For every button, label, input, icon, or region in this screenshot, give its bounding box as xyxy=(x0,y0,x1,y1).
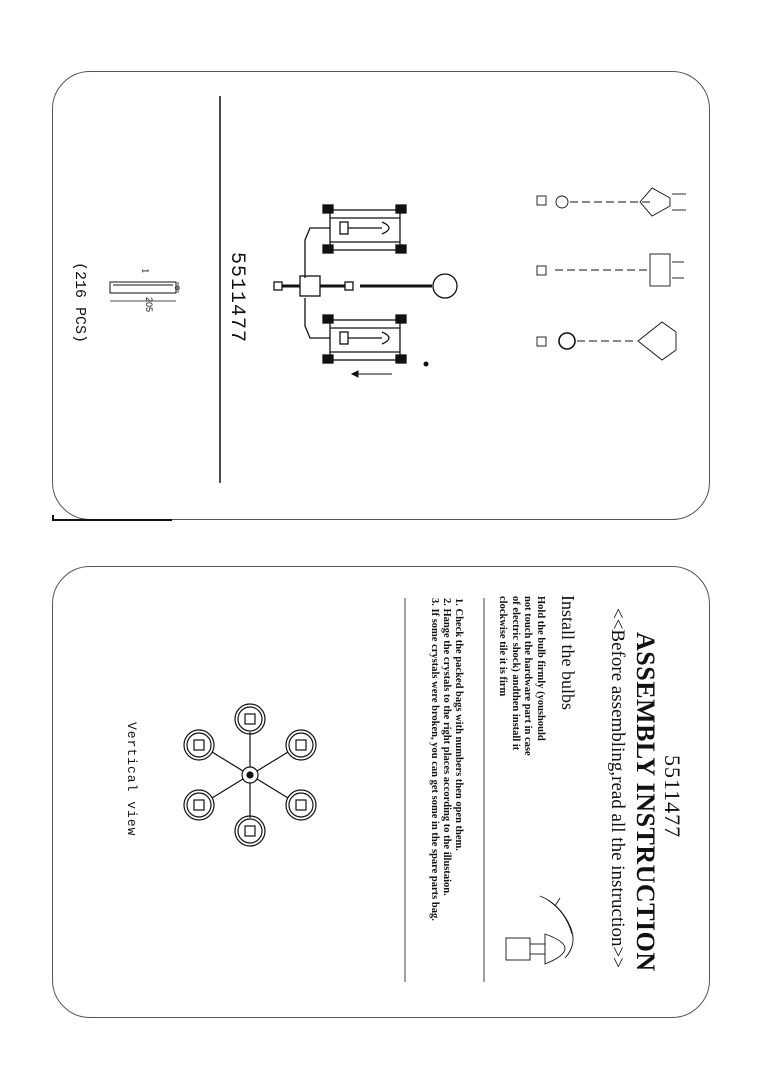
pcs-label: (216 PCS) xyxy=(71,262,88,344)
page-title: ASSEMBLY INSTRUCTION xyxy=(631,632,660,972)
vertical-view-label: Vertical view xyxy=(124,722,139,837)
crystal-count-label: 1 xyxy=(139,268,151,274)
canopy-options xyxy=(537,188,686,360)
direction-arrow xyxy=(352,362,428,377)
model-number: 5511477 xyxy=(660,755,685,839)
subtitle: <<Before assembling,read all the instruction>> xyxy=(607,608,628,968)
model-number-top: 5511477 xyxy=(225,252,248,344)
chandelier-side-view xyxy=(274,205,457,363)
step-3: 3. If some crystals were broken, you can get some in the spare parts bag. xyxy=(429,598,440,921)
bulb-installation-illustration xyxy=(506,896,573,964)
step-1: 1. Check the packed bags with numbers then open them. xyxy=(453,598,464,851)
vertical-view-drawing xyxy=(184,704,316,846)
dimension-length: 205 xyxy=(144,297,154,313)
dimension-height: 8 xyxy=(173,286,180,290)
step-2: 2. Hange the crystals to the right places according to the illustaion. xyxy=(441,598,452,896)
bulb-instruction: Hold the bulb firmly (youshould not touch the hardware part in case of electric shock) andthen install it clockwise tile it is firm xyxy=(497,596,546,756)
install-heading: Install the bulbs xyxy=(558,595,578,710)
